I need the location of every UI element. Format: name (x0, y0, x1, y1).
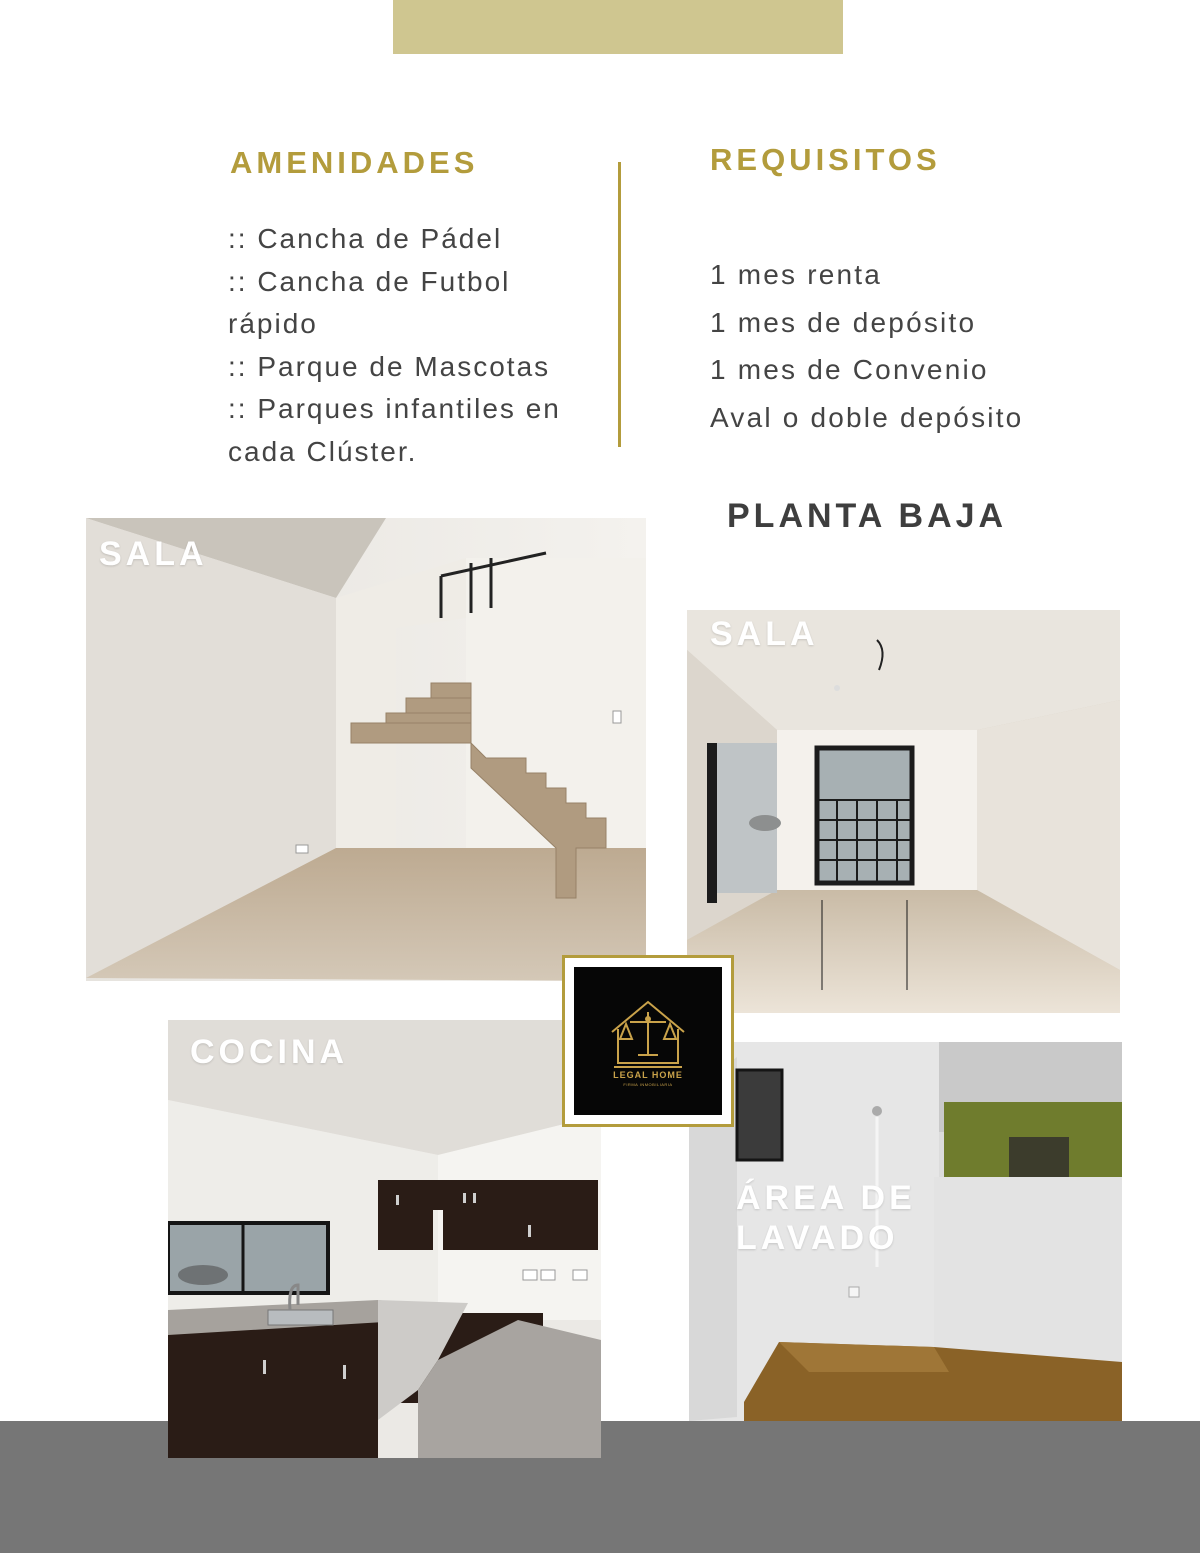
logo-frame (562, 955, 734, 1127)
photo-sala-door (687, 610, 1120, 1013)
amenities-list (228, 218, 561, 473)
legal-home-logo (574, 967, 722, 1115)
photo-label (736, 1178, 916, 1258)
scales-house-icon (574, 967, 722, 1115)
logo-tagline: FIRMA INMOBILIARIA (623, 1082, 673, 1087)
floor-plan-title: PLANTA BAJA (727, 497, 1008, 535)
photo-sala-stairs (86, 518, 646, 981)
requirement-item: 1 mes de Convenio (710, 354, 989, 385)
photo-label-line: LAVADO (736, 1219, 899, 1257)
requirements-list (710, 251, 1023, 441)
requirement-item: 1 mes de depósito (710, 306, 977, 338)
requirement-item: Aval o doble depósito (710, 401, 1024, 433)
photo-cocina (168, 1020, 601, 1458)
logo-name: LEGAL HOME (613, 1070, 683, 1080)
amenity-item: :: Cancha de Futbol (228, 265, 511, 297)
section-divider (618, 162, 621, 447)
photo-label: SALA (99, 535, 208, 573)
amenity-item: cada Clúster. (228, 435, 418, 467)
requirements-title: REQUISITOS (710, 142, 941, 177)
top-accent-bar (393, 0, 843, 54)
amenities-title: AMENIDADES (230, 145, 479, 180)
requirement-item: 1 mes renta (710, 259, 883, 290)
amenity-item: :: Cancha de Pádel (228, 223, 503, 254)
amenity-item: :: Parque de Mascotas (228, 350, 551, 382)
amenity-item: :: Parques infantiles en (228, 393, 561, 424)
photo-label: COCINA (190, 1033, 349, 1071)
photo-label-line: ÁREA DE (736, 1179, 916, 1217)
photo-lavado (689, 1042, 1122, 1421)
amenity-item: rápido (228, 308, 318, 339)
photo-label: SALA (710, 615, 819, 653)
